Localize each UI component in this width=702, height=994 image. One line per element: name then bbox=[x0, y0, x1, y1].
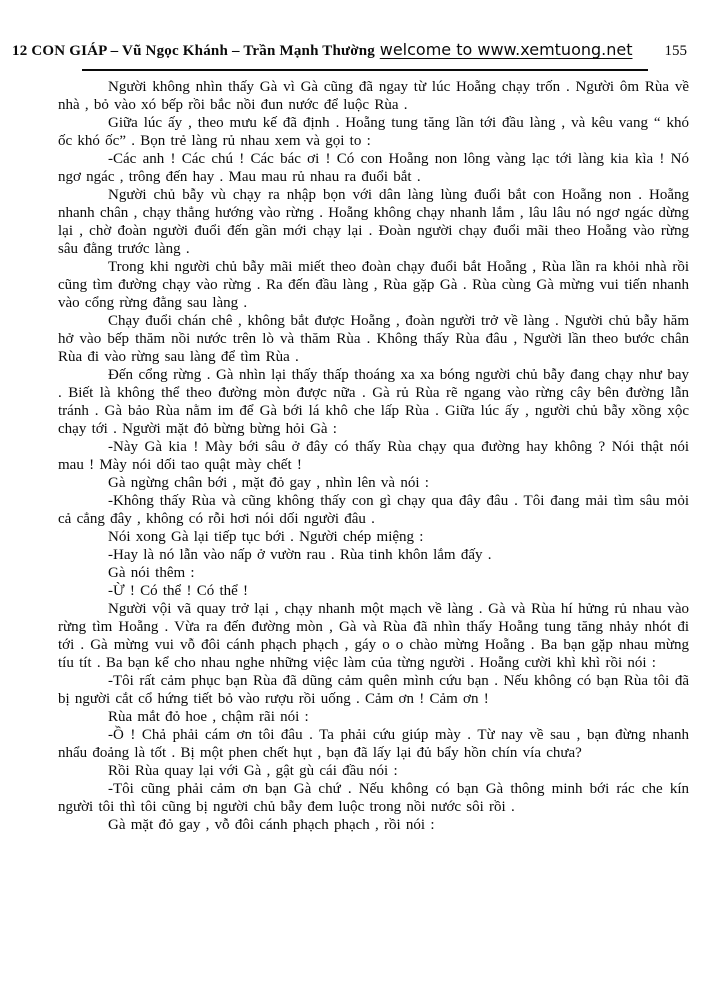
paragraph: Rồi Rùa quay lại với Gà , gật gù cái đầu nói : bbox=[108, 763, 398, 779]
paragraph: Gà nói thêm : bbox=[108, 565, 195, 581]
paragraph: -Tôi rất cảm phục bạn Rùa đã dũng cảm quên mình cứu bạn . Nếu không có bạn Rùa tôi đã bị người cắt cổ hứng tiết bỏ vào rượu rồi uống . Cảm ơn ! Cảm ơn ! bbox=[58, 673, 689, 707]
paragraph: Đến cổng rừng . Gà nhìn lại thấy thấp thoáng xa xa bóng người chủ bẫy đang chạy như bay . Biết là không thể theo đường mòn được nữa . Gà rủ Rùa rẽ ngang vào rừng cây bên đường lẫn tránh . Gà bảo Rùa nằm im để Gà bới lá khô che lấp Rùa . Giữa lúc ấy , người chủ bẫy xồng xộc chạy tới . Người mặt đỏ bừng bừng hỏi Gà : bbox=[58, 367, 689, 437]
paragraph: Giữa lúc ấy , theo mưu kế đã định . Hoẵng tung tăng lần tới đầu làng , và kêu vang “ khó ốc khó ốc” . Bọn trẻ làng rủ nhau xem và gọi to : bbox=[58, 115, 689, 149]
site-link[interactable]: welcome to www.xemtuong.net bbox=[379, 40, 633, 59]
paragraph: Người chủ bẫy vù chạy ra nhập bọn với dân làng lùng đuổi bắt con Hoẵng non . Hoẵng nhanh chân , chạy thẳng hướng vào rừng . Hoẵng không chạy nhanh lắm , lâu lâu nó ngơ ngác dừng lại , chờ đoàn người đuổi đến gần mới chạy lại . Đoàn người chạy đuổi mãi theo Hoẵng vào rừng sâu đằng trước làng . bbox=[58, 187, 689, 257]
paragraph: -Ồ ! Chả phải cám ơn tôi đâu . Ta phải cứu giúp mày . Từ nay về sau , bạn đừng nhanh nhẩu đoảng là tốt . Bị một phen chết hụt , bạn đã lấy lại đủ bẩy hồn chín vía chưa? bbox=[58, 727, 689, 761]
paragraph: -Tôi cũng phải cảm ơn bạn Gà chứ . Nếu không có bạn Gà thông minh bới rác che kín người tôi thì tôi cũng bị người chủ bẫy đem luộc trong nồi nước sôi rồi . bbox=[58, 781, 689, 815]
page-number: 155 bbox=[664, 43, 687, 59]
page-header bbox=[12, 40, 687, 60]
paragraph: -Này Gà kia ! Mày bới sâu ở đây có thấy Rùa chạy qua đường hay không ? Nói thật nói mau ! Mày nói dối tao quật mày chết ! bbox=[58, 439, 689, 473]
paragraph: Người vội vã quay trở lại , chạy nhanh một mạch về làng . Gà và Rùa hí hửng rủ nhau vào rừng tìm Hoẵng . Vừa ra đến đường mòn , Gà và Rùa đã nhìn thấy Hoẵng tung tăng nhảy nhót đi tới . Gà mừng vui vỗ đôi cánh phạch phạch , gáy o o chào mừng Hoẵng . Ba bạn gặp nhau mừng tíu tít . Ba bạn kể cho nhau nghe những việc làm của từng người . Hoẵng cười khì khì rồi nói : bbox=[58, 601, 689, 671]
paragraph: Nói xong Gà lại tiếp tục bới . Người chép miệng : bbox=[108, 529, 424, 545]
page-content bbox=[58, 78, 689, 834]
paragraph: Người không nhìn thấy Gà vì Gà cũng đã ngay từ lúc Hoẵng chạy trốn . Người ôm Rùa về nhà , bỏ vào xó bếp rồi bắc nồi đun nước để luộc Rùa . bbox=[58, 79, 689, 113]
paragraph: Gà ngừng chân bới , mặt đỏ gay , nhìn lên và nói : bbox=[108, 475, 429, 491]
paragraph: Chạy đuổi chán chê , không bắt được Hoẵng , đoàn người trở về làng . Người chủ bẫy hăm hở vào bếp thăm nồi nước trên lò và thăm Rùa . Không thấy Rùa đâu , Người lần theo bước chân Rùa đi vào rừng sau làng để tìm Rùa . bbox=[58, 313, 689, 365]
paragraph: Rùa mắt đỏ hoe , chậm rãi nói : bbox=[108, 709, 309, 725]
paragraph: Trong khi người chủ bẫy mãi miết theo đoàn chạy đuổi bắt Hoẵng , Rùa lần ra khỏi nhà rồi cũng tìm đường chạy vào rừng . Ra đến đầu làng , Rùa gặp Gà . Rùa cùng Gà mừng vui tiến nhanh vào cổng rừng đằng sau làng . bbox=[58, 259, 689, 311]
header-rule bbox=[82, 69, 648, 71]
book-title: 12 CON GIÁP – Vũ Ngọc Khánh – Trần Mạnh Thường bbox=[12, 43, 375, 59]
paragraph: -Hay là nó lẫn vào nấp ở vườn rau . Rùa tinh khôn lắm đấy . bbox=[108, 547, 492, 563]
paragraph: -Ừ ! Có thể ! Có thể ! bbox=[108, 583, 249, 599]
paragraph: -Không thấy Rùa và cũng không thấy con gì chạy qua đây đâu . Tôi đang mải tìm sâu mỏi cả cẳng đây , không có rỗi hơi nói dối người đâu . bbox=[58, 493, 689, 527]
paragraph: Gà mặt đỏ gay , vỗ đôi cánh phạch phạch , rồi nói : bbox=[108, 817, 435, 833]
paragraph: -Các anh ! Các chú ! Các bác ơi ! Có con Hoẵng non lông vàng lạc tới làng kia kìa ! Nó ngơ ngác , trông đến hay . Mau mau rủ nhau ra đuổi bắt . bbox=[58, 151, 689, 185]
